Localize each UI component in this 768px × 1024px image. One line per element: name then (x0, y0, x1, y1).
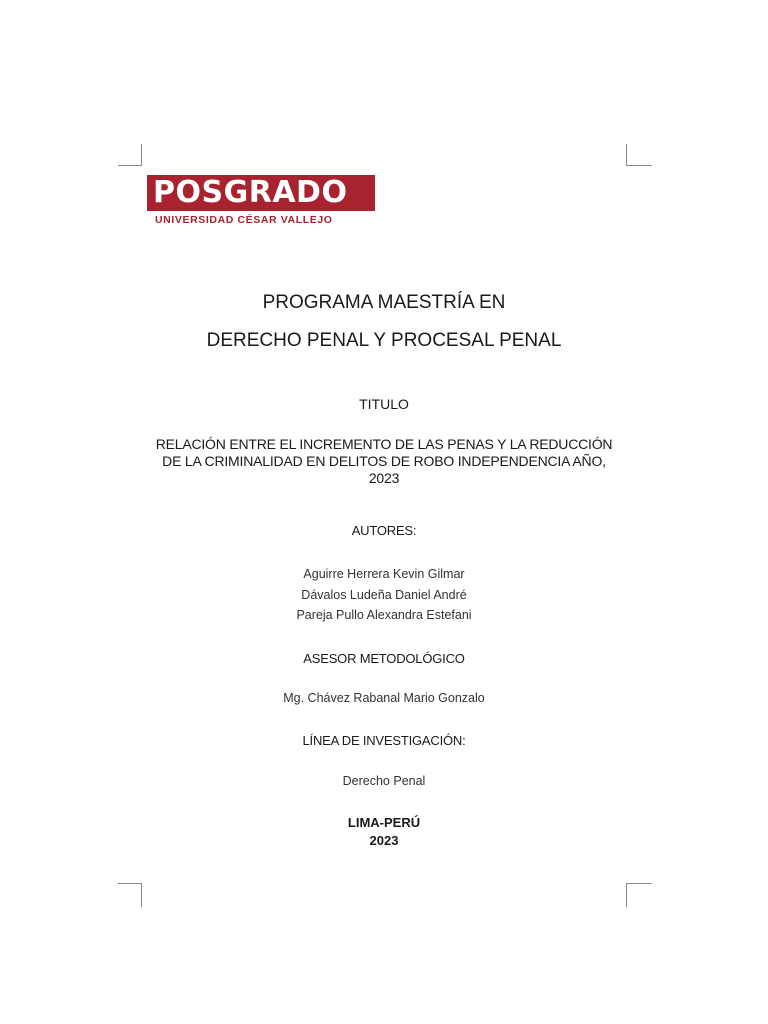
thesis-title (130, 436, 638, 487)
research-line-heading: LÍNEA DE INVESTIGACIÓN: (302, 733, 466, 748)
thesis-title-line-2: DE LA CRIMINALIDAD EN DELITOS DE ROBO INDEPENDENCIA AÑO, (162, 453, 606, 469)
title-label: TITULO (359, 396, 409, 412)
crop-mark-bottom-right-h (626, 883, 652, 884)
crop-mark-top-left-h (118, 165, 142, 166)
research-line-value: Derecho Penal (342, 774, 426, 788)
crop-mark-bottom-left-v (141, 883, 142, 907)
logo-brand: POSGRADO (147, 175, 375, 211)
crop-mark-bottom-right-v (626, 883, 627, 907)
program-line-2: DERECHO PENAL Y PROCESAL PENAL (206, 330, 562, 351)
crop-mark-bottom-left-h (118, 883, 142, 884)
crop-mark-top-right-h (626, 165, 652, 166)
posgrado-logo (147, 175, 375, 226)
crop-mark-top-right-v (626, 144, 627, 166)
authors-heading: AUTORES: (351, 523, 417, 538)
logo-subtitle: UNIVERSIDAD CÉSAR VALLEJO (155, 214, 333, 226)
crop-mark-top-left-v (141, 144, 142, 166)
footer-year: 2023 (369, 833, 399, 848)
footer-place: LIMA-PERÚ (347, 815, 421, 830)
author-name: Dávalos Ludeña Daniel André (301, 588, 467, 602)
advisor-name: Mg. Chávez Rabanal Mario Gonzalo (283, 691, 485, 705)
thesis-title-line-1: RELACIÓN ENTRE EL INCREMENTO DE LAS PENAS Y LA REDUCCIÓN (155, 436, 613, 452)
thesis-title-line-3: 2023 (368, 470, 400, 486)
author-name: Pareja Pullo Alexandra Estefani (296, 608, 472, 622)
program-line-1: PROGRAMA MAESTRÍA EN (262, 292, 506, 313)
author-name: Aguirre Herrera Kevin Gilmar (303, 567, 465, 581)
advisor-heading: ASESOR METODOLÓGICO (303, 651, 465, 666)
